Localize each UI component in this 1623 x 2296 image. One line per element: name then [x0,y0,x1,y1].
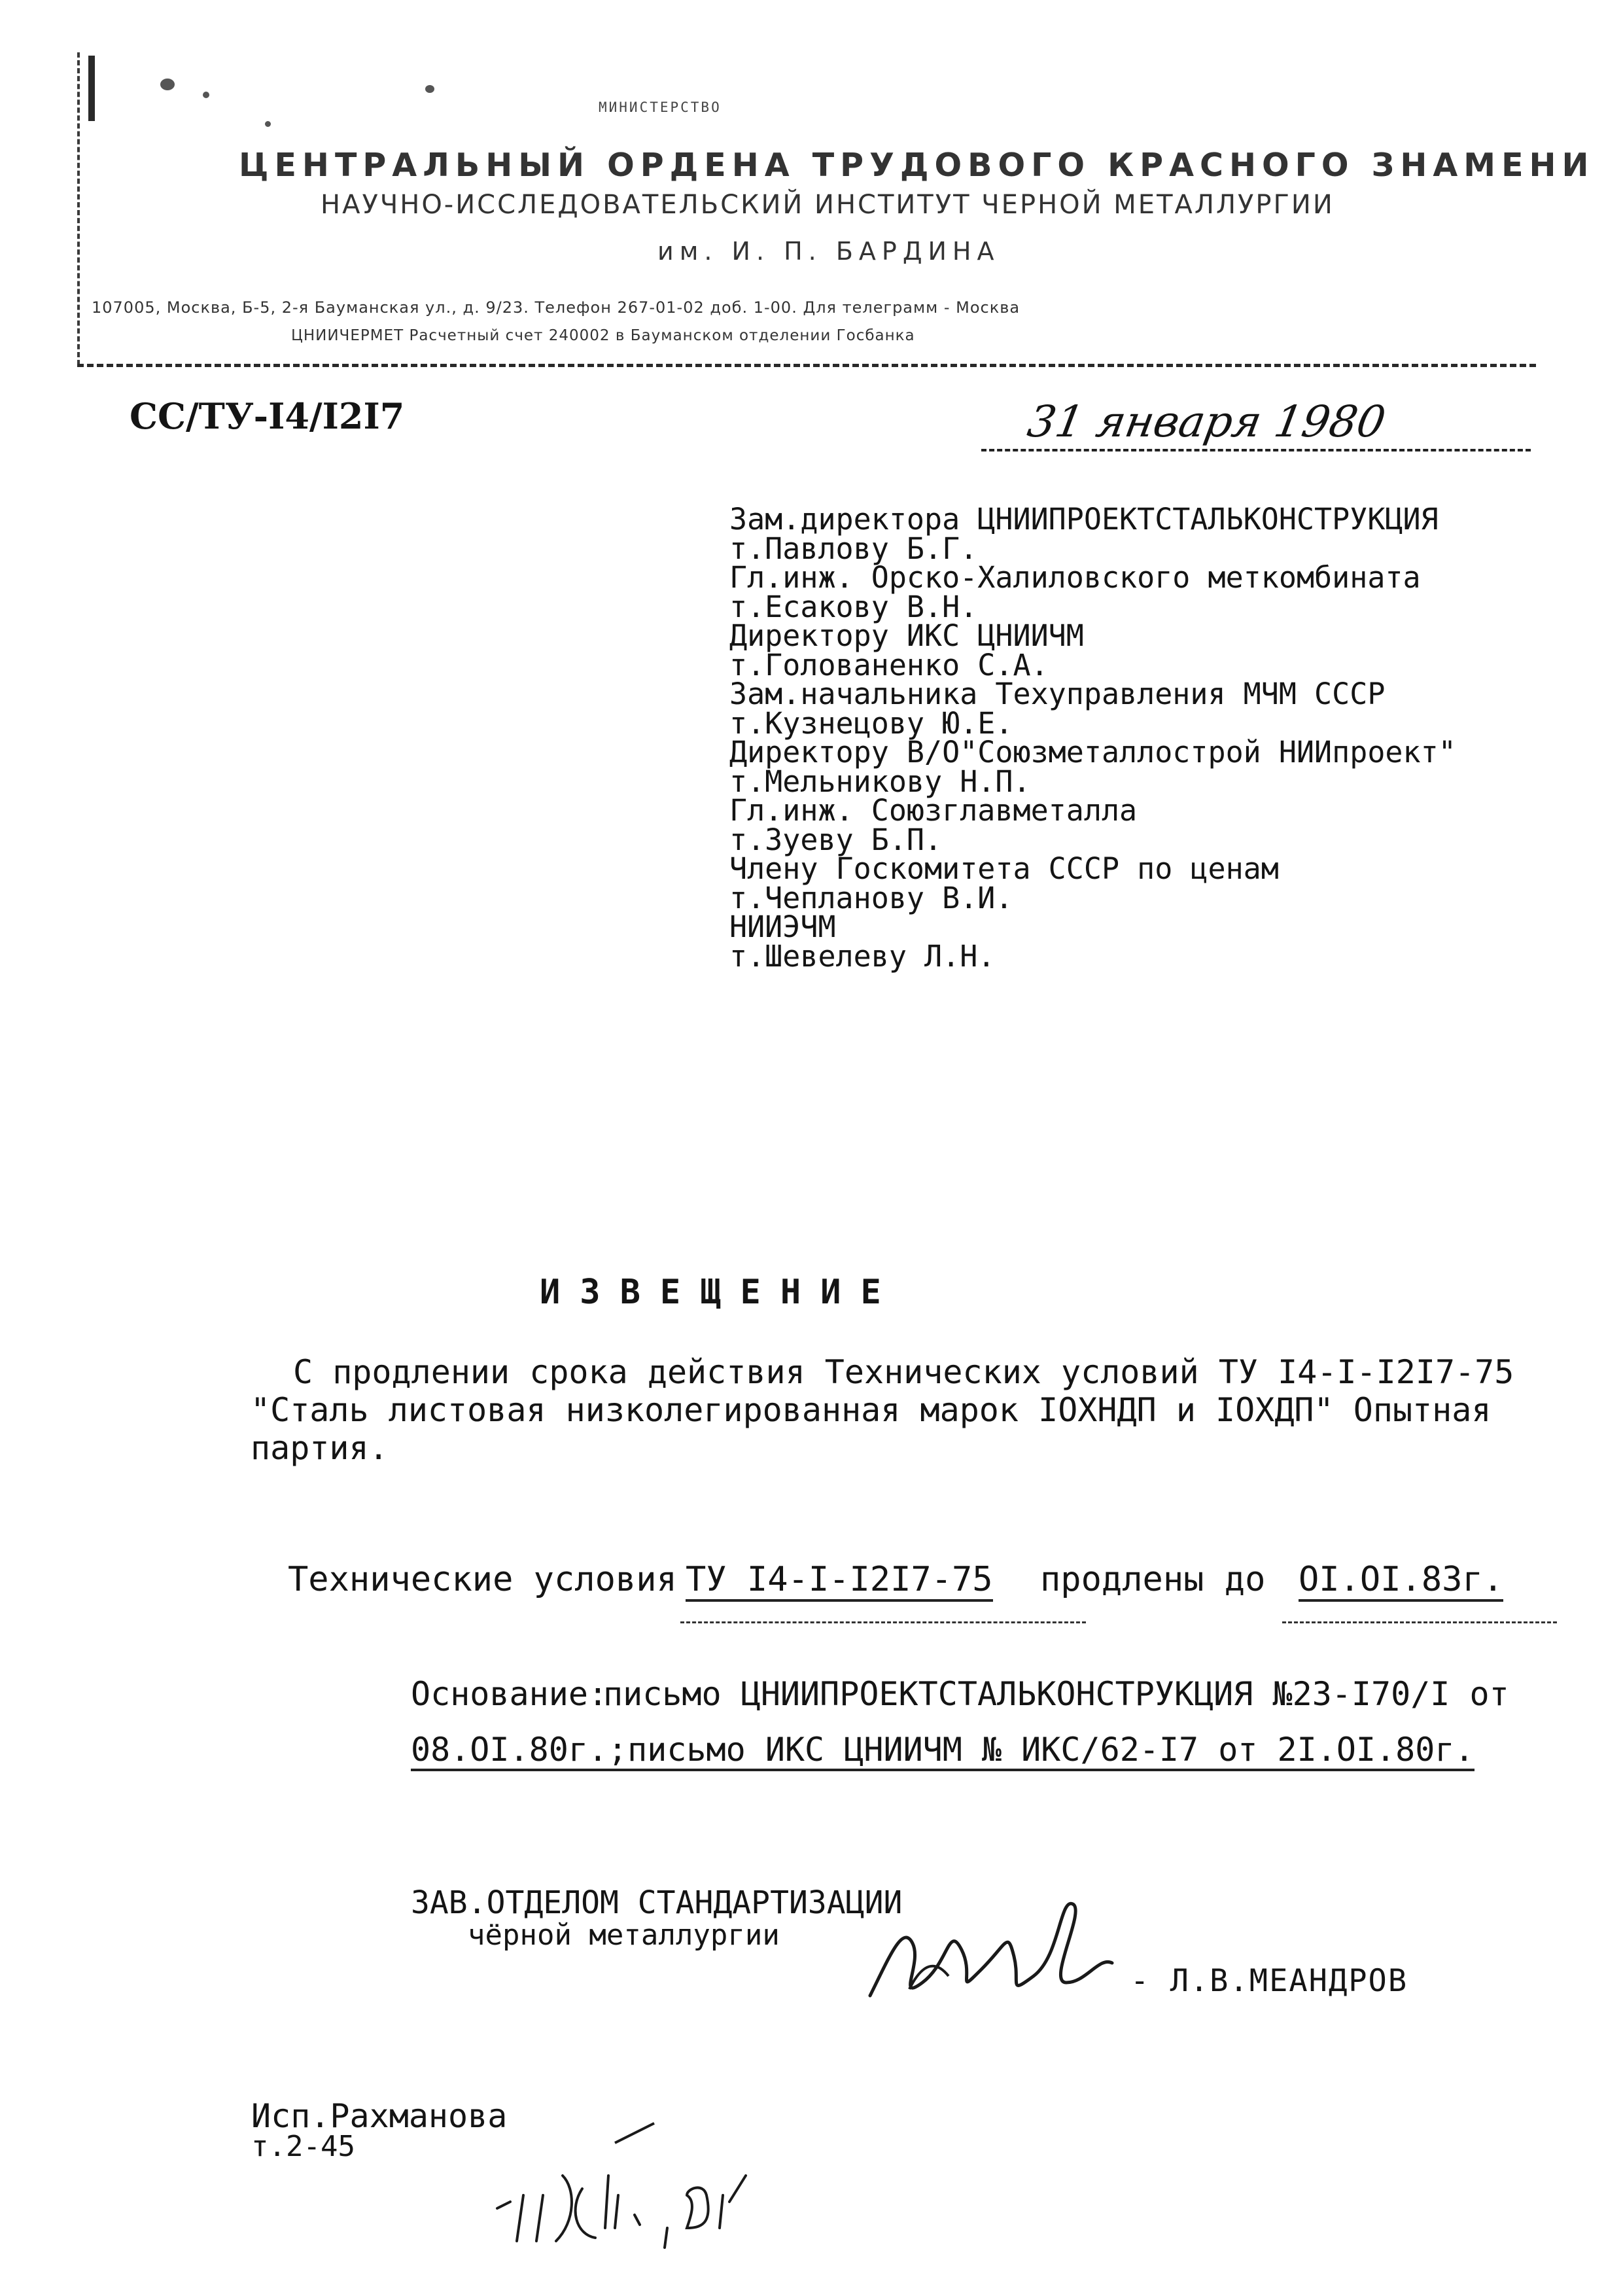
addressee-line: НИИЭЧМ [729,910,836,944]
letterhead-address: 107005, Москва, Б-5, 2-я Бауманская ул., д. 9/23. Телефон 267-01-02 доб. 1-00. Для телеграмм - Москва [92,298,1021,317]
signatory-name: - Л.В.МЕАНДРОВ [1130,1963,1408,1999]
addressee-line: т.Шевелеву Л.Н. [729,938,996,974]
addressee-line: т.Зуеву Б.П. [729,822,943,857]
addressee-line: Члену Госкомитета СССР по ценам [729,851,1279,886]
letterhead-institute-line2: НАУЧНО-ИССЛЕДОВАТЕЛЬСКИЙ ИНСТИТУТ ЧЕРНОЙ МЕТАЛЛУРГИИ [321,190,1335,220]
letterhead-institute-line1: ЦЕНТРАЛЬНЫЙ ОРДЕНА ТРУДОВОГО КРАСНОГО ЗНАМЕНИ [239,147,1595,184]
addressee-line: т.Чепланову В.И. [729,880,1013,915]
signatory-department: чёрной металлургии [468,1918,780,1952]
basis-line2: 08.OI.80г.;письмо ИКС ЦНИИЧМ № ИКС/62-I7 от 2I.OI.80г. [411,1731,1475,1771]
intro-line1: С продлении срока действия Технических условий ТУ I4-I-I2I7-75 [293,1353,1514,1391]
handwritten-date: 31 января 1980 [1024,397,1389,447]
basis-line1: письмо ЦНИИПРОЕКТСТАЛЬКОНСТРУКЦИЯ №23-I70/I от [603,1675,1509,1713]
executor-name: Исп.Рахманова [251,2097,508,2135]
addressee-line: т.Голованенко С.А. [729,647,1049,682]
addressee-line: Зам.директора ЦНИИПРОЕКТСТАЛЬКОНСТРУКЦИЯ [729,502,1439,537]
document-title: ИЗВЕЩЕНИЕ [540,1273,901,1312]
addressee-line: т.Кузнецову Ю.Е. [729,705,1013,741]
extension-verb: продлены до [1040,1560,1266,1599]
intro-line2: "Сталь листовая низколегированная марок IОХНДП и IОХДП" Опытная [251,1391,1492,1429]
addressee-list [729,502,1606,974]
date-dash-rule [1282,1621,1557,1623]
extension-label: Технические условия [288,1560,677,1599]
letterhead-institute-name: им. И. П. БАРДИНА [657,237,1000,266]
ink-speck [265,121,271,127]
letterhead-divider [77,364,1536,367]
ink-speck [160,79,175,90]
ink-speck [425,85,434,93]
handwritten-signature [850,1884,1138,2015]
addressee-line: т.Есакову В.Н. [729,589,978,624]
letterhead-bank-details: ЦНИИЧЕРМЕТ Расчетный счет 240002 в Бауманском отделении Госбанка [291,327,915,344]
addressee-line: Гл.инж. Союзглавметалла [729,793,1138,828]
ink-speck [203,92,209,98]
spec-dash-rule [680,1621,1086,1623]
addressee-line: т.Павлову Б.Г. [729,531,978,566]
addressee-line: т.Мельникову Н.П. [729,764,1031,799]
signatory-title: ЗАВ.ОТДЕЛОМ СТАНДАРТИЗАЦИИ [411,1884,903,1921]
addressee-line: Зам.начальника Техуправления МЧМ СССР [729,677,1386,711]
addressee-line: Директору В/О"Союзметаллострой НИИпроект" [729,735,1456,769]
intro-line3: партия. [251,1429,389,1467]
basis-label: Основание: [411,1675,608,1713]
extension-spec: ТУ I4-I-I2I7-75 [686,1560,993,1602]
addressee-line: Директору ИКС ЦНИИЧМ [729,618,1084,653]
edge-mark [88,56,95,121]
date-underline [981,449,1531,451]
letterhead-ministry: МИНИСТЕРСТВО [599,99,722,115]
extension-until-date: OI.OI.83г. [1299,1560,1503,1602]
handwritten-registration-note [471,2097,890,2254]
addressee-line: Гл.инж. Орско-Халиловского меткомбината [729,560,1421,595]
executor-phone: т.2-45 [251,2130,355,2163]
reference-number: СС/ТУ-I4/I2I7 [130,395,405,437]
